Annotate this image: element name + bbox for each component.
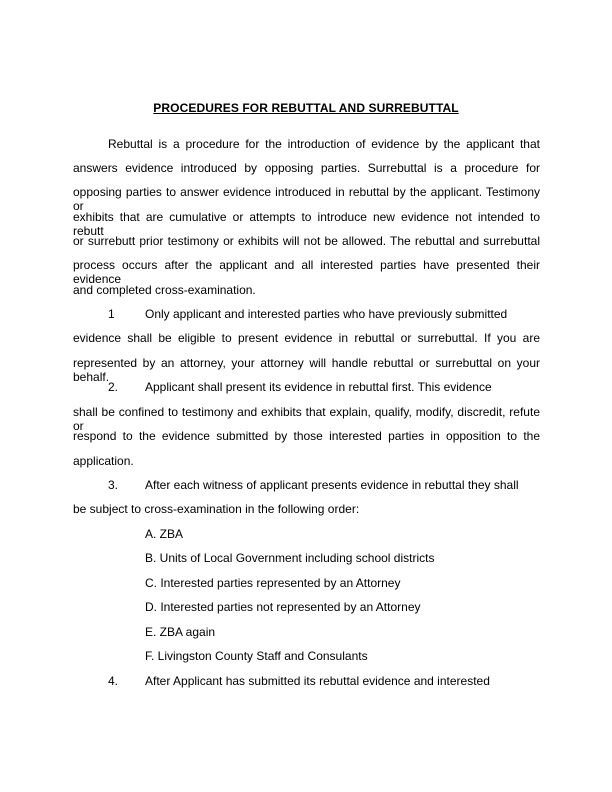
intro-line: exhibits that are cumulative or attempts to introduce new evidence not intended to rebutt [73, 210, 540, 238]
item-line: respond to the evidence submitted by those interested parties in opposition to the [73, 429, 540, 443]
item-number: 1 [108, 307, 115, 321]
item-line: application. [73, 454, 134, 468]
intro-line: Rebuttal is a procedure for the introduction of evidence by the applicant that [108, 137, 540, 151]
order-list-item: F. Livingston County Staff and Consulants [145, 649, 368, 663]
item-number: 2. [108, 380, 119, 394]
item-line: represented by an attorney, your attorney will handle rebuttal or surrebuttal on your behalf. [73, 356, 540, 384]
item-number: 4. [108, 674, 119, 688]
order-list-item: D. Interested parties not represented by an Attorney [145, 600, 421, 614]
intro-line: or surrebutt prior testimony or exhibits will not be allowed. The rebuttal and surrebuttal [73, 234, 540, 248]
order-list-item: E. ZBA again [145, 625, 216, 639]
intro-line: process occurs after the applicant and all interested parties have presented their evidence [73, 258, 540, 286]
item-number: 3. [108, 478, 119, 492]
order-list-item: B. Units of Local Government including school districts [145, 551, 435, 565]
intro-line: answers evidence introduced by opposing parties. Surrebuttal is a procedure for [73, 161, 540, 175]
item-line: be subject to cross-examination in the following order: [73, 502, 360, 516]
item-line: After each witness of applicant presents evidence in rebuttal they shall [145, 478, 519, 492]
item-line: Only applicant and interested parties who have previously submitted [145, 307, 508, 321]
intro-line: and completed cross-examination. [73, 283, 256, 297]
item-line: evidence shall be eligible to present evidence in rebuttal or surrebuttal. If you are [73, 331, 540, 345]
item-line: Applicant shall present its evidence in rebuttal first. This evidence [145, 380, 492, 394]
order-list-item: A. ZBA [145, 527, 184, 541]
document-title: PROCEDURES FOR REBUTTAL AND SURREBUTTAL [153, 101, 459, 115]
item-line: After Applicant has submitted its rebuttal evidence and interested [145, 674, 490, 688]
item-line: shall be confined to testimony and exhibits that explain, qualify, modify, discredit, refute or [73, 405, 540, 433]
intro-line: opposing parties to answer evidence introduced in rebuttal by the applicant. Testimony or [73, 185, 540, 213]
order-list-item: C. Interested parties represented by an Attorney [145, 576, 401, 590]
